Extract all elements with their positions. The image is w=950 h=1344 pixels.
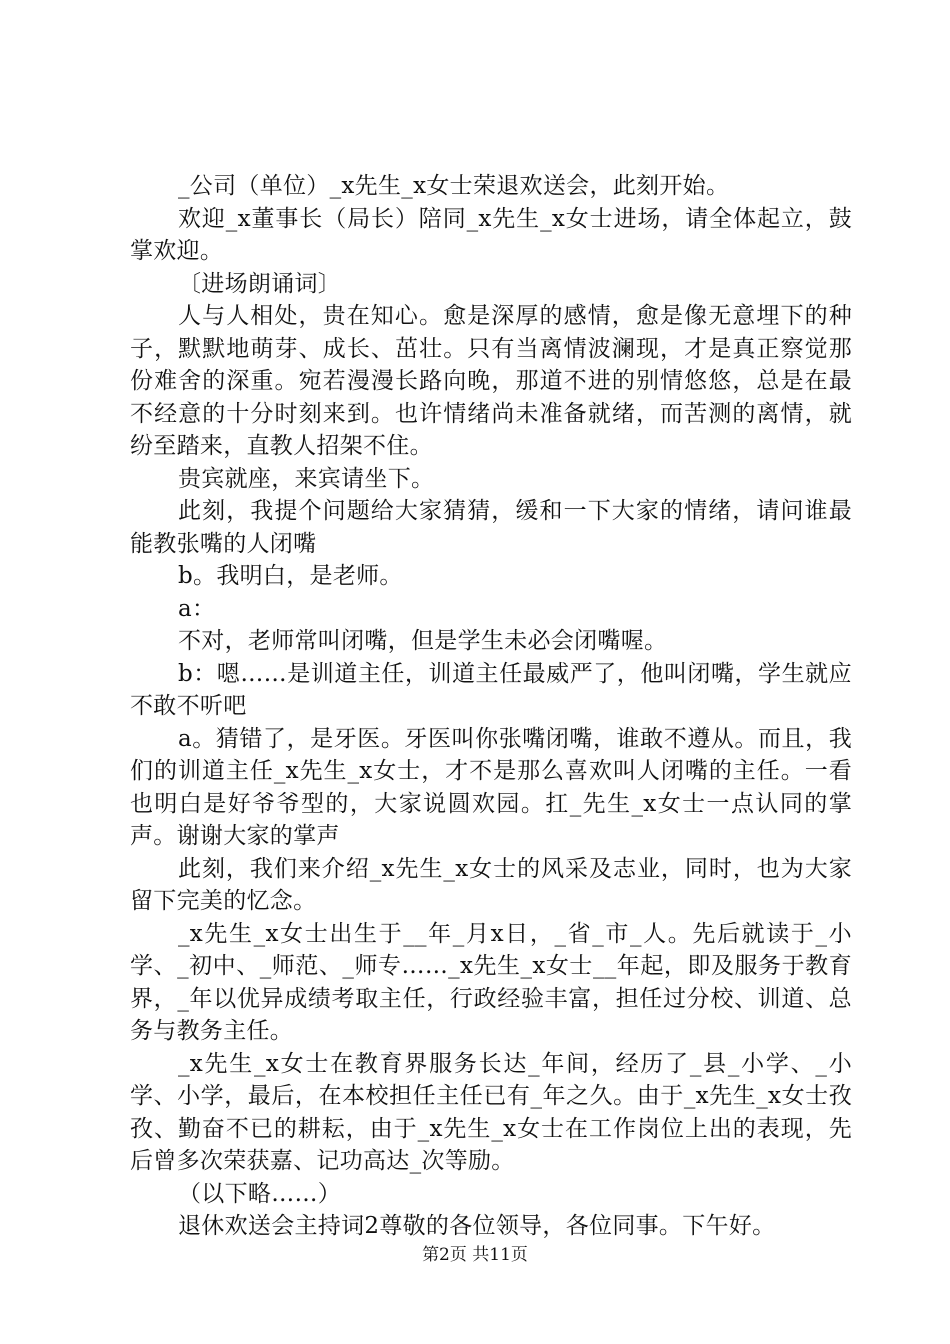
paragraph-9: 不对，老师常叫闭嘴，但是学生未必会闭嘴喔。 — [178, 628, 668, 654]
paragraph-8: a： — [178, 595, 216, 622]
document-body — [130, 170, 852, 1243]
paragraph-4: 人与人相处，贵在知心。愈是深厚的感情，愈是像无意埋下的种子，默默地萌芽、成长、茁壮。只有当离情波澜现，才是真正察觉那份难舍的深重。宛若漫漫长路向晚，那道不进的别情悠悠，总是在最不经意的十分时刻来到。也许情绪尚未准备就绪，而苦测的离情，就纷至踏来，直教人招架不住。 — [130, 303, 852, 459]
paragraph-1: _公司（单位）_x先生_x女士荣退欢送会，此刻开始。 — [178, 173, 730, 199]
paragraph-6: 此刻，我提个问题给大家猜猜，缓和一下大家的情绪，请问谁最能教张嘴的人闭嘴 — [130, 498, 852, 557]
paragraph-12: 此刻，我们来介绍_x先生_x女士的风采及志业，同时，也为大家留下完美的忆念。 — [130, 855, 852, 914]
page-footer: 第2页 共11页 — [422, 1245, 528, 1265]
paragraph-7: b。我明白，是老师。 — [178, 563, 403, 589]
paragraph-16: 退休欢送会主持词2尊敬的各位领导，各位同事。下午好。 — [178, 1213, 776, 1239]
paragraph-14: _x先生_x女士在教育界服务长达_年间，经历了_县_小学、_小学、小学，最后，在本校担任主任已有_年之久。由于_x先生_x女士孜孜、勤奋不已的耕耘，由于_x先生_x女士在工作岗位上出的表现，先后曾多次荣获嘉、记功高达_次等励。 — [130, 1050, 852, 1174]
paragraph-5: 贵宾就座，来宾请坐下。 — [178, 465, 435, 492]
paragraph-11: a。猜错了，是牙医。牙医叫你张嘴闭嘴，谁敢不遵从。而且，我们的训道主任_x先生_x女士，才不是那么喜欢叫人闭嘴的主任。一看也明白是好爷爷型的，大家说圆欢园。扛_先生_x女士一点认同的掌声。谢谢大家的掌声 — [130, 725, 852, 849]
paragraph-10: b：嗯……是训道主任，训道主任最威严了，他叫闭嘴，学生就应不敢不听吧 — [130, 660, 852, 719]
paragraph-15: （以下略……） — [178, 1180, 342, 1207]
paragraph-13: _x先生_x女士出生于__年_月x日，_省_市_人。先后就读于_小学、_初中、_师范、_师专……_x先生_x女士__年起，即及服务于教育界，_年以优异成绩考取主任，行政经验丰富，担任过分校、训道、总务与教务主任。 — [130, 920, 852, 1044]
paragraph-3: 〔进场朗诵词〕 — [178, 270, 342, 297]
paragraph-2: 欢迎_x董事长（局长）陪同_x先生_x女士进场，请全体起立，鼓掌欢迎。 — [130, 205, 852, 264]
